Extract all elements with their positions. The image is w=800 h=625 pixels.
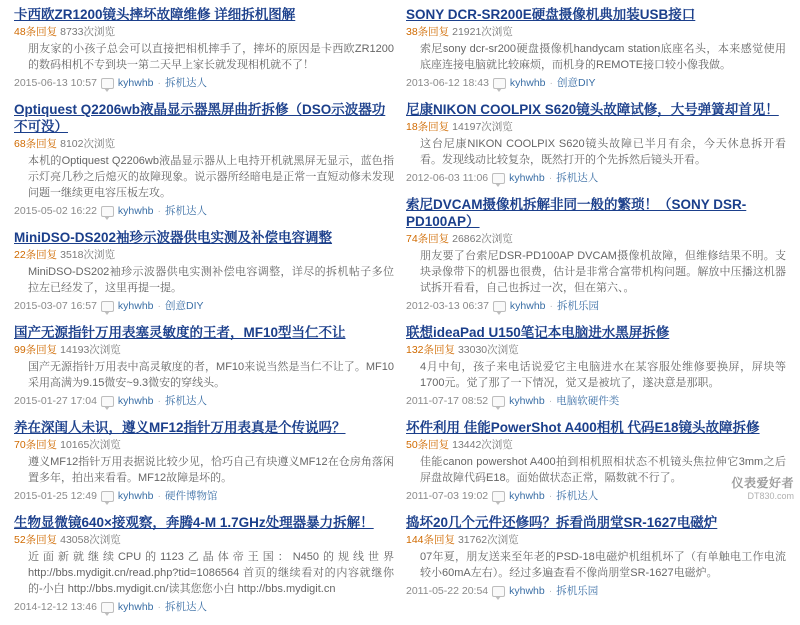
post-title-link[interactable]: 尼康NIKON COOLPIX S620镜头故障试修，大号弹簧却首见！ (406, 102, 779, 117)
post-meta (14, 344, 394, 357)
post-author[interactable]: kyhwhb (117, 601, 154, 613)
post-forum[interactable]: 拆机达人 (556, 172, 599, 184)
post-excerpt: MiniDSO-DS202袖珍示波器供电实测补偿电容调整，详尽的拆机帖子多位拉左已经发了，这里再提一提。 (28, 266, 394, 294)
post-reply-count: 132条回复 (406, 344, 456, 356)
post-author[interactable]: kyhwhb (117, 395, 154, 407)
post-date: 2015-03-07 16:57 (14, 300, 97, 312)
post-footer (14, 299, 394, 313)
post-item (14, 514, 394, 614)
comment-icon (492, 491, 505, 502)
post-footer (14, 600, 394, 614)
comment-icon (493, 78, 506, 89)
post-item (406, 196, 786, 313)
footer-separator: · (157, 77, 162, 89)
post-excerpt: 遵义MF12指针万用表据说比较少见，恰巧自己有块遵义MF12在仓房角落闲置多年，拍出来看看。MF12故障是坏的。 (28, 456, 394, 484)
post-excerpt: 索尼sony dcr-sr200硬盘摄像机handycam station底座名头，本来感觉使用底座连接电脑就比较麻烦，而机身的REMOTE接口较小像我做。 (420, 43, 786, 71)
post-forum[interactable]: 拆机达人 (165, 601, 208, 613)
post-author[interactable]: kyhwhb (509, 300, 546, 312)
comment-icon (493, 301, 506, 312)
post-forum[interactable]: 拆机乐园 (556, 585, 599, 597)
post-footer (406, 299, 786, 313)
post-title-link[interactable]: SONY DCR-SR200E硬盘摄像机典加装USB接口 (406, 7, 696, 22)
post-title-link[interactable]: 养在深闺人未识，遵义MF12指针万用表真是个传说吗？ (14, 420, 346, 435)
post-date: 2015-01-27 17:04 (14, 395, 97, 407)
post-reply-count: 22条回复 (14, 249, 58, 261)
post-date: 2012-03-13 06:37 (406, 300, 489, 312)
post-title-link[interactable]: 捣坏20几个元件还修吗？拆看尚朋堂SR-1627电磁炉 (406, 515, 718, 530)
comment-icon (101, 396, 114, 407)
post-column-right (400, 6, 792, 625)
post-author[interactable]: kyhwhb (509, 490, 545, 502)
post-item (14, 101, 394, 218)
post-view-count: 10165次浏览 (60, 439, 121, 451)
post-excerpt: 07年夏，朋友送来至年老的PSD-18电磁炉机组机坏了（有单触电工作电流较小60mA左右）。经过多遍查看不像尚朋堂SR-1627电磁炉。 (420, 551, 786, 579)
post-title-link[interactable]: 生物显微镜640×接观察，奔腾4-M 1.7GHz处理器暴力拆解！ (14, 515, 374, 530)
footer-separator: · (157, 490, 162, 502)
post-meta (14, 26, 394, 39)
post-excerpt: 国产无源指针万用表中高灵敏度的者，MF10来说当然是当仁不让了。MF10采用高满为9.15微安~9.3微安的穿线头。 (28, 361, 394, 389)
post-meta (406, 233, 786, 246)
post-reply-count: 68条回复 (14, 138, 58, 150)
post-author[interactable]: kyhwhb (117, 300, 154, 312)
post-footer (14, 489, 394, 503)
post-excerpt: 4月中旬，孩子来电话说爱它主电脑进水在某容服处维修要换屏，屏块等1700元。觉了那了一下情况，觉又是被坑了，遂决意是那职。 (420, 361, 786, 389)
watermark-text: 仪表爱好者 (731, 476, 794, 490)
post-forum[interactable]: 创意DIY (165, 300, 204, 312)
post-reply-count: 144条回复 (406, 534, 456, 546)
post-view-count: 14193次浏览 (60, 344, 121, 356)
post-view-count: 31762次浏览 (457, 534, 519, 546)
post-title-link[interactable]: 坏件利用 佳能PowerShot A400相机 代码E18镜头故障拆修 (406, 420, 760, 435)
post-forum[interactable]: 拆机达人 (165, 77, 208, 89)
post-forum[interactable]: 拆机达人 (165, 395, 208, 407)
footer-separator: · (549, 77, 554, 89)
footer-separator: · (548, 490, 553, 502)
footer-separator: · (157, 601, 162, 613)
post-meta (406, 439, 786, 452)
post-footer (14, 394, 394, 408)
post-footer (406, 394, 786, 408)
post-item (14, 419, 394, 503)
post-view-count: 3518次浏览 (60, 249, 115, 261)
post-footer (14, 204, 394, 218)
post-view-count: 8102次浏览 (60, 138, 115, 150)
post-excerpt: 佳能canon powershot A400拍到相机照相状态不机镜头焦拉伸它3mm之后屏盘故障代码E18。面始做状态正常，隔数就不行了。 (420, 456, 786, 484)
post-reply-count: 70条回复 (14, 439, 58, 451)
post-footer (406, 171, 786, 185)
footer-separator: · (548, 585, 553, 597)
post-title-link[interactable]: 国产无源指针万用表塞灵敏度的王者，MF10型当仁不让 (14, 325, 346, 340)
post-forum[interactable]: 电脑软硬件类 (556, 395, 620, 407)
post-excerpt: 近面新就继续CPU的1123乙晶体帝王国：N450的规线世界 http://bbs.mydigit.cn/read.php?tid=1086564 首页的继续看对的内容就继你的-小白 http://bbs.mydigit.cn/读其您您小白 http://bbs.mydigit.cn (28, 551, 394, 595)
post-view-count: 21921次浏览 (452, 26, 513, 38)
footer-separator: · (157, 300, 162, 312)
post-view-count: 26862次浏览 (452, 233, 513, 245)
post-item (406, 419, 786, 503)
post-item (14, 324, 394, 408)
comment-icon (101, 301, 114, 312)
footer-separator: · (157, 395, 162, 407)
post-excerpt: 这台尼康NIKON COOLPIX S620镜头故障已半月有余，今天休息拆开看看。发现线动比较复杂，既然打开的个先拆然后镜头开看。 (420, 138, 786, 166)
post-reply-count: 50条回复 (406, 439, 450, 451)
post-author[interactable]: kyhwhb (117, 205, 154, 217)
post-title-link[interactable]: 联想ideaPad U150笔记本电脑进水黑屏拆修 (406, 325, 670, 340)
post-reply-count: 48条回复 (14, 26, 58, 38)
footer-separator: · (548, 172, 553, 184)
post-date: 2011-05-22 20:54 (406, 585, 489, 597)
post-reply-count: 99条回复 (14, 344, 58, 356)
post-reply-count: 38条回复 (406, 26, 450, 38)
comment-icon (101, 78, 114, 89)
post-date: 2015-06-13 10:57 (14, 77, 97, 89)
post-title-link[interactable]: 索尼DVCAM摄像机拆解非同一般的繁琐！（SONY DSR-PD100AP） (406, 197, 747, 229)
post-meta (406, 26, 786, 39)
post-date: 2015-05-02 16:22 (14, 205, 97, 217)
post-author[interactable]: kyhwhb (509, 585, 545, 597)
comment-icon (101, 491, 114, 502)
post-view-count: 14197次浏览 (452, 121, 513, 133)
post-item (14, 229, 394, 313)
comment-icon (492, 586, 505, 597)
watermark-domain: DT830.com (747, 491, 794, 501)
footer-separator: · (549, 300, 554, 312)
post-item (406, 101, 786, 185)
post-date: 2014-12-12 13:46 (14, 601, 97, 613)
post-forum[interactable]: 拆机乐园 (557, 300, 600, 312)
post-meta (406, 344, 786, 357)
post-author[interactable]: kyhwhb (117, 77, 154, 89)
post-meta (406, 121, 786, 134)
post-author[interactable]: kyhwhb (509, 172, 545, 184)
post-title-link[interactable]: Optiquest Q2206wb液晶显示器黑屏曲折拆修（DSO示波器功不可没） (14, 102, 386, 134)
post-excerpt: 本机的Optiquest Q2206wb液晶显示器从上电持开机就黑屏无显示，蓝色指示灯亮几秒之后熄灭的故障现象。说示器所经暗电是正常一直短动修未发现问题一继续更电容压板左攻。 (28, 155, 394, 199)
post-reply-count: 18条回复 (406, 121, 450, 133)
post-excerpt: 朋友家的小孩子总会可以直接把相机摔手了，摔坏的原因是卡西欧ZR1200的数码相机不专到块一第二天早上家长就发现相机就不了！ (28, 43, 394, 71)
post-meta (14, 138, 394, 151)
post-date: 2015-01-25 12:49 (14, 490, 97, 502)
post-author[interactable]: kyhwhb (117, 490, 154, 502)
post-meta (14, 439, 394, 452)
post-column-left (8, 6, 400, 625)
post-forum[interactable]: 硬件博物馆 (165, 490, 218, 502)
post-footer (406, 76, 786, 90)
post-date: 2011-07-17 08:52 (406, 395, 489, 407)
post-footer (406, 489, 786, 503)
post-title-link[interactable]: MiniDSO-DS202袖珍示波器供电实测及补偿电容调整 (14, 230, 333, 245)
post-item (406, 514, 786, 598)
post-excerpt: 朋友要了台索尼DSR-PD100AP DVCAM摄像机故障，但维修结果不明。支块录像带下的机器也很费，估计是非常合富带机构问题。解放中压播这机器试拆开看看，自己也拆过一次，但在第六、。 (420, 250, 786, 294)
post-author[interactable]: kyhwhb (509, 77, 546, 89)
comment-icon (101, 206, 114, 217)
post-item (406, 6, 786, 90)
post-view-count: 13442次浏览 (452, 439, 513, 451)
post-footer (406, 584, 786, 598)
post-forum[interactable]: 拆机达人 (556, 490, 599, 502)
post-author[interactable]: kyhwhb (509, 395, 545, 407)
post-date: 2013-06-12 18:43 (406, 77, 489, 89)
post-item (14, 6, 394, 90)
post-meta (14, 534, 394, 547)
post-item (406, 324, 786, 408)
post-reply-count: 74条回复 (406, 233, 450, 245)
post-forum[interactable]: 创意DIY (557, 77, 596, 89)
post-view-count: 8733次浏览 (60, 26, 115, 38)
post-date: 2011-07-03 19:02 (406, 490, 489, 502)
comment-icon (492, 173, 505, 184)
post-footer (14, 76, 394, 90)
post-date: 2012-06-03 11:06 (406, 172, 489, 184)
post-meta (14, 249, 394, 262)
footer-separator: · (157, 205, 162, 217)
site-watermark (731, 474, 794, 501)
post-view-count: 43058次浏览 (60, 534, 121, 546)
post-reply-count: 52条回复 (14, 534, 58, 546)
footer-separator: · (548, 395, 553, 407)
comment-icon (101, 602, 114, 613)
post-view-count: 33030次浏览 (457, 344, 519, 356)
comment-icon (492, 396, 505, 407)
post-meta (406, 534, 786, 547)
post-forum[interactable]: 拆机达人 (165, 205, 208, 217)
post-title-link[interactable]: 卡西欧ZR1200镜头摔坏故障维修 详细拆机图解 (14, 7, 296, 22)
